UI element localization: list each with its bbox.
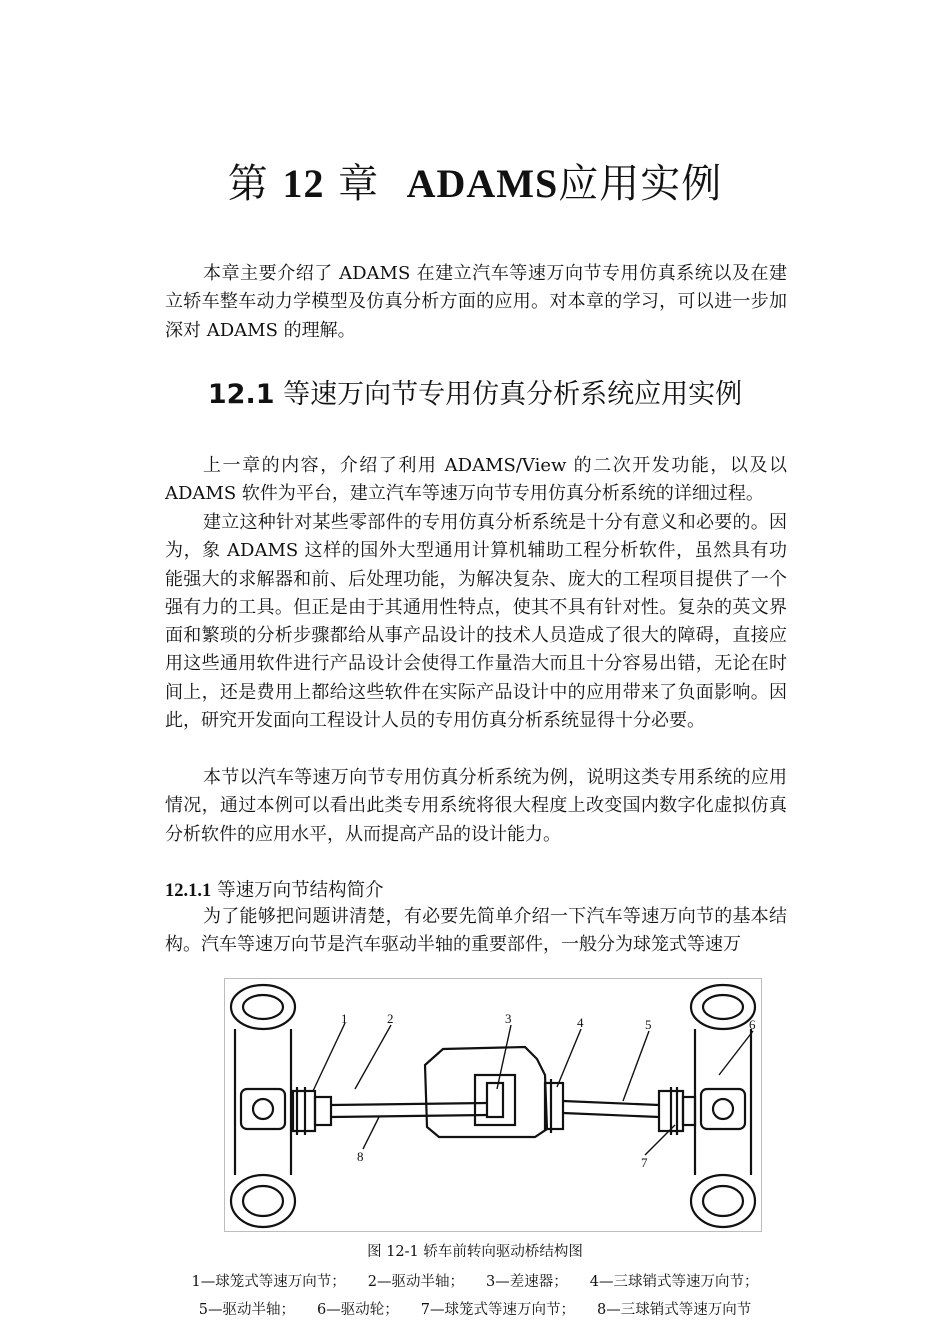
chapter-topic: ADAMS	[406, 161, 559, 206]
right-half-shaft	[563, 1101, 659, 1105]
intro-paragraph: 本章主要介绍了 ADAMS 在建立汽车等速万向节专用仿真系统以及在建立轿车整车动力学模型及仿真分析方面的应用。对本章的学习，可以进一步加深对 ADAMS 的理解。	[165, 263, 787, 341]
legend-item: 3—差速器；	[486, 1274, 568, 1290]
body-paragraph-1: 上一章的内容，介绍了利用 ADAMS/View 的二次开发功能，以及以 ADAMS 软件为平台，建立汽车等速万向节专用仿真分析系统的详细过程。	[165, 455, 787, 505]
left-half-shaft	[331, 1103, 487, 1105]
figure-legend-line-2	[0, 1298, 950, 1319]
subsection-title-text: 等速万向节结构简介	[217, 880, 384, 901]
subsection-paragraph: 为了能够把问题讲清楚，有必要先简单介绍一下汽车等速万向节的基本结构。汽车等速万向节是汽车驱动半轴的重要部件，一般分为球笼式等速万	[165, 906, 787, 956]
chapter-word: 章	[338, 161, 380, 207]
callout-1: 1	[341, 1011, 348, 1026]
legend-item: 2—驱动半轴；	[367, 1274, 464, 1290]
legend-item: 1—球笼式等速万向节；	[191, 1274, 346, 1290]
chapter-suffix: 应用实例	[558, 161, 723, 207]
callout-3: 3	[505, 1011, 512, 1026]
legend-item: 6—驱动轮；	[317, 1302, 399, 1318]
callout-6: 6	[749, 1017, 756, 1032]
section-heading	[0, 372, 950, 411]
callout-8: 8	[357, 1149, 364, 1164]
body-paragraph-2: 建立这种针对某些零部件的专用仿真分析系统是十分有意义和必要的。因为，象 ADAMS 这样的国外大型通用计算机辅助工程分析软件，虽然具有功能强大的求解器和前、后处理功能，为解决复杂、庞大的工程项目提供了一个强有力的工具。但正是由于其通用性特点，使其不具有针对性。复杂的英文界面和繁琐的分析步骤都给从事产品设计的技术人员造成了很大的障碍，直接应用这些通用软件进行产品设计会使得工作量浩大而且十分容易出错，无论在时间上，还是费用上都给这些软件在实际产品设计中的应用带来了负面影响。因此，研究开发面向工程设计人员的专用仿真分析系统显得十分必要。	[165, 512, 787, 732]
subsection-heading	[165, 876, 384, 902]
section-number: 12.1	[207, 379, 275, 410]
chapter-number: 12	[282, 161, 325, 206]
legend-item: 8—三球销式等速万向节	[596, 1302, 752, 1318]
legend-item: 5—驱动半轴；	[198, 1302, 296, 1318]
drive-axle-diagram	[225, 979, 761, 1231]
subsection-number: 12.1.1	[165, 881, 212, 901]
legend-item: 7—球笼式等速万向节；	[420, 1302, 575, 1318]
chapter-prefix: 第	[227, 161, 269, 207]
body-paragraph-3: 本节以汽车等速万向节专用仿真分析系统为例，说明这类专用系统的应用情况，通过本例可以看出此类专用系统将很大程度上改变国内数字化虚拟仿真分析软件的应用水平，从而提高产品的设计能力。	[165, 767, 787, 845]
chapter-title	[0, 152, 950, 209]
callout-7: 7	[641, 1155, 648, 1170]
section-title-text: 等速万向节专用仿真分析系统应用实例	[283, 379, 743, 410]
left-wheel	[231, 985, 295, 1227]
figure-legend-line-1	[0, 1270, 950, 1291]
callout-5: 5	[645, 1017, 652, 1032]
legend-item: 4—三球销式等速万向节；	[589, 1274, 759, 1290]
drive-axle-figure	[224, 978, 762, 1232]
figure-caption: 图 12-1 轿车前转向驱动桥结构图	[367, 1244, 583, 1260]
right-wheel	[691, 985, 755, 1227]
callout-2: 2	[387, 1011, 394, 1026]
callout-4: 4	[577, 1015, 584, 1030]
